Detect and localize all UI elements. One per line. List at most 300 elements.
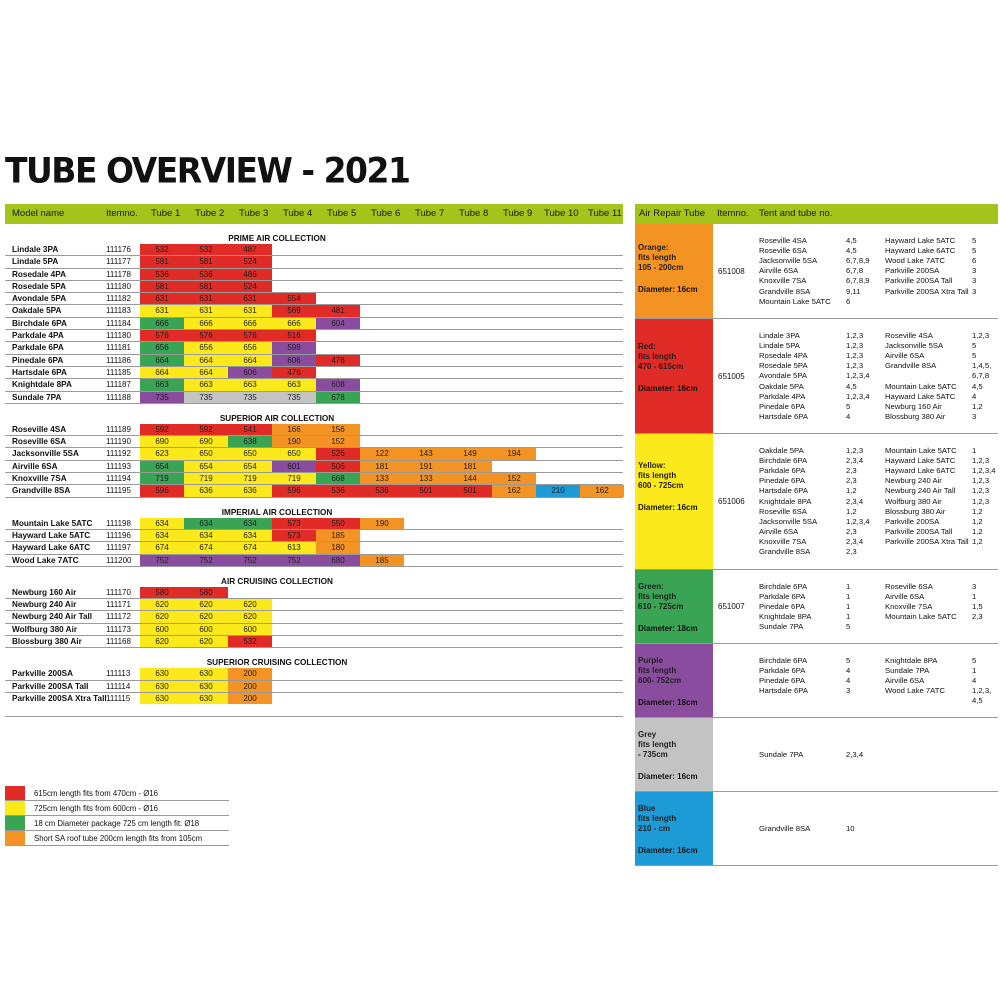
tube-numbers: 1,2,3 [846, 331, 864, 340]
collection-header [5, 648, 623, 668]
tube-length-cell: 630 [184, 693, 228, 704]
tube-numbers: 1,2,3 [972, 456, 990, 466]
table-row [5, 318, 623, 330]
tube-length-cell: 631 [184, 293, 228, 304]
tube-length-cell: 678 [316, 392, 360, 403]
column-header: Itemno. [106, 208, 138, 219]
diameter-label: Diameter: 16cm [638, 772, 698, 781]
legend-label: Short SA roof tube 200cm length fits from 105cm [34, 834, 203, 843]
tube-length-cell: 152 [316, 436, 360, 447]
item-number: 111190 [106, 437, 131, 447]
tube-length-cell: 606 [272, 355, 316, 366]
tube-numbers: 4,5 [972, 696, 983, 706]
legend-swatch [5, 801, 25, 815]
tube-length-cell: 674 [140, 542, 184, 553]
tube-length-cell: 631 [228, 293, 272, 304]
tube-numbers: 1 [972, 446, 977, 455]
tube-numbers: 5 [846, 622, 851, 632]
tube-numbers: 4 [846, 666, 851, 676]
table-row [5, 424, 623, 436]
item-number: 111186 [106, 355, 131, 365]
column-header: Tube 7 [415, 208, 445, 219]
tube-length-cell: 656 [228, 342, 272, 353]
tube-length-cell: 664 [184, 367, 228, 378]
table-row [5, 342, 623, 354]
tent-name: Knightdale 8PA [759, 612, 812, 622]
diameter-label: Diameter: 16cm [638, 384, 698, 393]
tent-name: Hartsdale 6PA [759, 411, 808, 421]
tube-length-cell: 152 [492, 473, 536, 484]
item-number: 111194 [106, 474, 131, 484]
tube-length-cell: 630 [140, 668, 184, 679]
item-number: 111172 [106, 612, 131, 622]
tube-length-cell: 631 [184, 305, 228, 316]
tube-length-cell: 524 [228, 256, 272, 267]
tube-length-cell: 668 [316, 473, 360, 484]
tube-numbers: 5 [846, 401, 851, 411]
tube-numbers: 1,2,3,4 [846, 391, 870, 401]
model-name: Parkville 200SA Xtra Tall [12, 693, 107, 703]
collection-header [5, 567, 623, 587]
tube-length-cell: 620 [184, 636, 228, 647]
tube-length-cell: 656 [184, 342, 228, 353]
tent-name: Roseville 4SA [759, 236, 807, 245]
tent-name: Birchdale 6PA [759, 456, 808, 466]
table-row [5, 473, 623, 485]
legend-label: 725cm length fits from 600cm - Ø16 [34, 804, 158, 813]
tube-length-cell: 620 [228, 599, 272, 610]
tent-name: Oakdale 5PA [759, 446, 804, 455]
table-row [5, 330, 623, 342]
color-block [635, 644, 713, 717]
model-name: Knightdale 8PA [12, 380, 72, 390]
tube-numbers: 1,2,3,4 [972, 466, 996, 476]
tube-length-cell: 581 [184, 256, 228, 267]
color-block [635, 224, 713, 318]
tent-name: Parkdale 6PA [759, 592, 806, 602]
table-row [5, 379, 623, 391]
column-header: Model name [12, 208, 65, 219]
fit-label: Grey fits length - 735cm [638, 730, 677, 759]
tube-length-cell: 654 [184, 461, 228, 472]
tent-name: Grandville 8SA [885, 361, 937, 371]
tent-name: Roseville 4SA [885, 331, 933, 340]
item-number: 111192 [106, 449, 131, 459]
tube-length-cell: 476 [316, 355, 360, 366]
tube-numbers: 1,2,3 [846, 361, 864, 371]
tube-numbers: 1,2,3 [972, 476, 990, 486]
column-header: Tent and tube no. [759, 208, 833, 219]
item-number: 111115 [106, 693, 131, 703]
tube-length-cell: 664 [140, 367, 184, 378]
air-repair-table [635, 204, 998, 866]
table-header [5, 204, 623, 224]
model-name: Rosedale 4PA [12, 269, 66, 279]
table-row [5, 693, 623, 717]
tube-numbers: 2,3 [972, 612, 983, 622]
tent-name: Knightdale 8PA [759, 496, 812, 506]
tube-length-cell: 634 [228, 530, 272, 541]
tent-name: Pinedale 6PA [759, 676, 806, 686]
collection-header [5, 498, 623, 518]
model-name: Wood Lake 7ATC [12, 555, 79, 565]
tent-name: Jacksonville 5SA [759, 516, 818, 526]
table-row [5, 269, 623, 281]
table-row [5, 293, 623, 305]
tube-length-cell: 650 [184, 448, 228, 459]
tent-name: Parkville 200SA Tall [885, 526, 953, 536]
tube-length-cell: 600 [184, 624, 228, 635]
tent-name: Blossburg 380 Air [885, 411, 946, 421]
collection-title: SUPERIOR CRUISING COLLECTION [206, 658, 348, 668]
tube-length-cell: 576 [140, 330, 184, 341]
tube-length-cell: 143 [404, 448, 448, 459]
tube-numbers: 1,2 [972, 516, 983, 526]
tube-length-cell: 596 [140, 485, 184, 496]
tube-numbers: 2,3,4 [846, 536, 864, 546]
tent-name: Birchdale 6PA [759, 656, 808, 665]
tube-length-cell: 596 [272, 485, 316, 496]
tube-numbers: 2,3 [846, 466, 857, 476]
tube-numbers: 6,7,8 [846, 266, 864, 276]
item-number: 111187 [106, 380, 131, 390]
table-row [5, 355, 623, 367]
tube-length-cell: 634 [184, 530, 228, 541]
tent-name: Parkville 200SA Xtra Tall [885, 536, 969, 546]
table-row [5, 461, 623, 473]
tube-numbers: 1,2,3 [846, 446, 864, 455]
tube-length-cell: 181 [448, 461, 492, 472]
tube-numbers: 2,3,4 [846, 456, 864, 466]
tube-numbers: 1,4,5, [972, 361, 992, 371]
tube-length-cell: 666 [272, 318, 316, 329]
table-row [5, 436, 623, 448]
tent-name: Newburg 240 Air [885, 476, 942, 486]
collection-header [5, 224, 623, 244]
tube-numbers: 3 [846, 686, 851, 696]
tube-numbers: 2,3 [846, 476, 857, 486]
tube-numbers: 1,2,3 [972, 486, 990, 496]
collection-title: PRIME AIR COLLECTION [228, 234, 326, 243]
tube-length-cell: 719 [228, 473, 272, 484]
tube-length-cell: 620 [184, 599, 228, 610]
tube-length-cell: 608 [316, 379, 360, 390]
tube-numbers: 3 [972, 286, 977, 296]
tube-length-cell: 719 [184, 473, 228, 484]
tube-numbers: 3 [972, 582, 977, 591]
column-header: Tube 5 [327, 208, 357, 219]
model-name: Knoxville 7SA [12, 474, 67, 484]
tent-name: Mountain Lake 5ATC [885, 612, 957, 622]
table-row [5, 668, 623, 680]
tent-name: Lindale 3PA [759, 331, 800, 340]
item-number: 111178 [106, 269, 131, 279]
tube-numbers: 9,11 [846, 286, 861, 296]
tent-name: Hayward Lake 5ATC [885, 456, 956, 466]
tube-numbers: 4,5 [972, 381, 983, 391]
fit-label: Yellow: fits length 600 - 725cm [638, 461, 684, 490]
model-name: Mountain Lake 5ATC [12, 518, 93, 528]
tube-length-cell: 191 [404, 461, 448, 472]
tent-name: Sundale 7PA [759, 622, 804, 632]
tube-length-cell: 487 [228, 244, 272, 255]
tube-numbers: 3 [972, 411, 977, 421]
tube-length-cell: 650 [272, 448, 316, 459]
tube-numbers: 2,3 [846, 547, 857, 556]
tube-length-cell: 630 [184, 681, 228, 692]
item-number: 111114 [106, 681, 131, 691]
tube-length-cell: 634 [140, 518, 184, 529]
tube-length-cell: 554 [272, 293, 316, 304]
model-name: Birchdale 6PA [12, 318, 67, 328]
fit-label: Blue fits length 210 - cm [638, 804, 677, 833]
table-row [5, 244, 623, 256]
tent-name: Mountain Lake 5ATC [759, 296, 831, 306]
item-number: 111171 [106, 600, 131, 610]
model-name: Rosedale 5PA [12, 281, 66, 291]
tent-name: Roseville 6SA [885, 582, 933, 591]
tube-length-cell: 580 [140, 587, 184, 598]
tube-numbers: 4,5 [846, 246, 857, 256]
tube-numbers: 1,2,3,4 [846, 371, 870, 381]
tube-length-cell: 630 [140, 681, 184, 692]
tent-name: Rosedale 4PA [759, 351, 808, 361]
tube-numbers: 5 [972, 351, 977, 361]
tent-name: Wolfburg 380 Air [885, 496, 942, 506]
tent-name: Parkdale 6PA [759, 666, 806, 676]
tube-numbers: 2,3,4 [846, 496, 864, 506]
tent-name: Roseville 6SA [759, 246, 807, 256]
tube-length-cell: 620 [140, 636, 184, 647]
tube-length-cell: 194 [492, 448, 536, 459]
tube-numbers: 4 [846, 676, 851, 686]
tent-name: Pinedale 6PA [759, 401, 806, 411]
tube-length-cell: 620 [228, 611, 272, 622]
color-block [635, 792, 713, 865]
table-row [5, 530, 623, 542]
tube-length-cell: 576 [228, 330, 272, 341]
tube-length-cell: 735 [272, 392, 316, 403]
model-name: Blossburg 380 Air [12, 637, 82, 647]
tube-length-cell: 524 [228, 281, 272, 292]
tube-length-cell: 663 [272, 379, 316, 390]
model-name: Parkville 200SA [12, 669, 73, 679]
column-header: Tube 8 [459, 208, 489, 219]
table-row [5, 448, 623, 460]
tube-length-cell: 606 [228, 367, 272, 378]
column-header: Tube 3 [239, 208, 269, 219]
tent-name: Blossburg 380 Air [885, 506, 946, 516]
tube-length-cell: 162 [492, 485, 536, 496]
tube-length-cell: 144 [448, 473, 492, 484]
legend-swatch [5, 786, 25, 800]
tube-length-cell: 634 [140, 530, 184, 541]
tube-length-cell: 162 [580, 485, 624, 496]
tube-numbers: 4,5 [846, 381, 857, 391]
tube-numbers: 6,7,8,9 [846, 256, 870, 266]
repair-group [635, 792, 998, 866]
tube-length-cell: 133 [404, 473, 448, 484]
tube-length-cell: 664 [184, 355, 228, 366]
tube-length-cell: 541 [228, 424, 272, 435]
tube-numbers: 1 [972, 666, 977, 676]
item-number: 111183 [106, 306, 131, 316]
tent-name: Parkville 200SA [885, 266, 940, 276]
tube-numbers: 5 [972, 341, 977, 351]
tube-length-cell: 536 [184, 269, 228, 280]
tube-numbers: 6,7,8,9 [846, 276, 870, 286]
column-header: Tube 9 [503, 208, 533, 219]
tube-length-cell: 666 [228, 318, 272, 329]
tube-length-cell: 613 [272, 542, 316, 553]
tent-name: Parkville 200SA Xtra Tall [885, 286, 969, 296]
tube-length-cell: 650 [228, 448, 272, 459]
tent-name: Grandville 8SA [759, 547, 811, 556]
repair-group [635, 718, 998, 792]
model-name: Grandville 8SA [12, 486, 71, 496]
tube-length-cell: 532 [140, 244, 184, 255]
tube-length-cell: 476 [272, 367, 316, 378]
item-number: 111168 [106, 637, 131, 647]
tent-name: Mountain Lake 5ATC [885, 381, 957, 391]
tube-length-cell: 636 [228, 485, 272, 496]
tube-length-cell: 166 [272, 424, 316, 435]
color-block [635, 718, 713, 791]
tent-name: Hayward Lake 6ATC [885, 246, 956, 256]
tube-length-cell: 506 [316, 461, 360, 472]
tube-length-cell: 735 [228, 392, 272, 403]
tent-name: Parkville 200SA Tall [885, 276, 953, 286]
tube-numbers: 4 [846, 411, 851, 421]
tube-length-cell: 623 [140, 448, 184, 459]
color-block [635, 319, 713, 433]
tube-numbers: 4 [972, 391, 977, 401]
legend-item [5, 786, 229, 801]
tent-name: Grandville 8SA [759, 824, 811, 833]
tube-length-cell: 156 [316, 424, 360, 435]
item-number: 111176 [106, 245, 131, 254]
tube-numbers: 1,2 [846, 486, 857, 496]
tent-name: Hartsdale 6PA [759, 486, 808, 496]
tube-length-cell: 133 [360, 473, 404, 484]
table-row [5, 256, 623, 268]
tube-length-cell: 654 [228, 461, 272, 472]
column-header: Itemno. [717, 208, 749, 219]
tube-length-cell: 663 [140, 379, 184, 390]
tube-numbers: 1 [846, 612, 851, 622]
repair-item-number: 651007 [718, 602, 745, 611]
tube-length-cell: 752 [228, 555, 272, 566]
tube-numbers: 6 [972, 256, 977, 266]
tent-name: Airville 6SA [759, 526, 799, 536]
model-name: Oakdale 5PA [12, 306, 62, 316]
tent-name: Mountain Lake 5ATC [885, 446, 957, 455]
tube-numbers: 1,2 [846, 506, 857, 516]
tent-name: Airville 6SA [885, 676, 925, 686]
tube-length-cell: 601 [272, 461, 316, 472]
tube-numbers: 4 [972, 676, 977, 686]
tube-numbers: 1,2,3 [972, 496, 990, 506]
tube-numbers: 5 [972, 656, 977, 665]
item-number: 111188 [106, 392, 131, 402]
item-number: 111170 [106, 587, 131, 597]
item-number: 111193 [106, 461, 131, 471]
item-number: 111200 [106, 555, 132, 565]
tube-length-cell: 752 [184, 555, 228, 566]
tube-numbers: 1,2,3 [846, 341, 864, 351]
tube-length-cell: 631 [228, 305, 272, 316]
diameter-label: Diameter: 16cm [638, 503, 698, 512]
tent-name: Hayward Lake 6ATC [885, 466, 956, 476]
tube-length-cell: 536 [316, 485, 360, 496]
tube-length-cell: 481 [316, 305, 360, 316]
tube-length-cell: 735 [184, 392, 228, 403]
column-header: Air Repair Tube [639, 208, 706, 219]
tent-name: Sundale 7PA [885, 666, 930, 676]
tent-name: Lindale 5PA [759, 341, 800, 351]
item-number: 111182 [106, 294, 131, 304]
tent-name: Roseville 6SA [759, 506, 807, 516]
tent-name: Parkdale 4PA [759, 391, 806, 401]
model-name: Roseville 4SA [12, 424, 67, 434]
tube-numbers: 1 [846, 592, 851, 602]
diameter-label: Diameter: 18cm [638, 624, 698, 633]
tube-numbers: 5 [972, 236, 977, 245]
tube-length-cell: 185 [360, 555, 404, 566]
model-name: Avondale 5PA [12, 294, 67, 304]
tube-numbers: 1,2,3, [972, 686, 992, 696]
tent-name: Parkdale 6PA [759, 466, 806, 476]
tube-length-cell: 630 [140, 693, 184, 704]
tube-length-cell: 634 [184, 518, 228, 529]
table-row [5, 305, 623, 317]
tube-length-cell: 664 [228, 355, 272, 366]
tube-numbers: 1,2 [972, 401, 983, 411]
tent-name: Rosedale 5PA [759, 361, 808, 371]
page-title: TUBE OVERVIEW - 2021 [5, 150, 410, 191]
repair-item-number: 651008 [718, 267, 745, 276]
table-row [5, 555, 623, 567]
tube-length-cell: 149 [448, 448, 492, 459]
table-row [5, 518, 623, 530]
tube-length-cell: 486 [228, 269, 272, 280]
repair-item-number: 651005 [718, 372, 745, 381]
item-number: 111113 [106, 669, 131, 679]
item-number: 111184 [106, 318, 131, 328]
model-name: Parkdale 6PA [12, 343, 64, 353]
tube-length-cell: 550 [316, 518, 360, 529]
tube-numbers: 2,3,4 [846, 750, 864, 759]
tube-length-cell: 592 [140, 424, 184, 435]
tube-length-cell: 752 [140, 555, 184, 566]
tent-name: Pinedale 6PA [759, 476, 806, 486]
item-number: 111180 [106, 281, 131, 291]
item-number: 111180 [106, 331, 131, 341]
item-number: 111195 [106, 486, 131, 496]
repair-group [635, 644, 998, 718]
legend-label: 18 cm Diameter package 725 cm length fit: Ø18 [34, 819, 200, 828]
repair-item-number: 651006 [718, 497, 745, 506]
tube-numbers: 1,2,3,4 [846, 516, 870, 526]
color-block [635, 570, 713, 643]
tube-length-cell: 664 [140, 355, 184, 366]
column-header: Tube 6 [371, 208, 401, 219]
model-name: Newburg 240 Air Tall [12, 612, 93, 622]
tent-name: Jacksonville 5SA [759, 256, 818, 266]
table-row [5, 636, 623, 648]
repair-group [635, 224, 998, 319]
tube-numbers: 1 [846, 602, 851, 612]
